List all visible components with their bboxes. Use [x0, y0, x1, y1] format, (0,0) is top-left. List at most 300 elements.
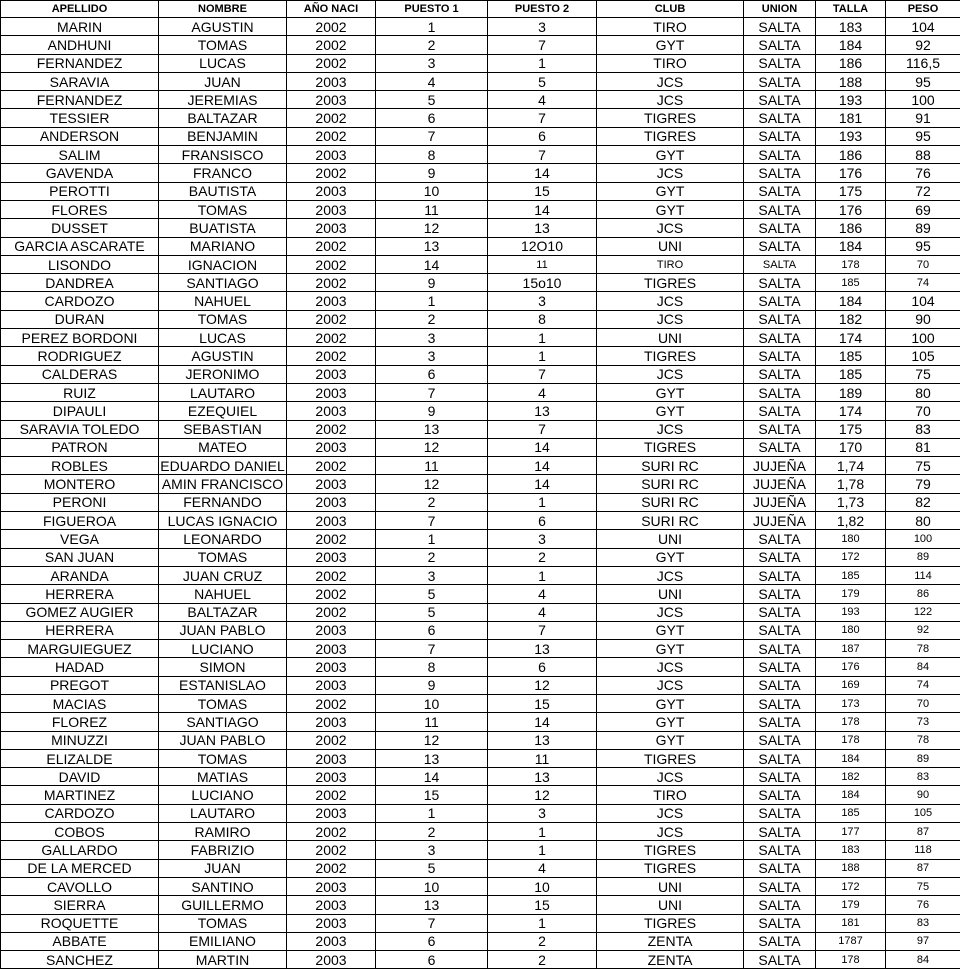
cell-peso: 69 [886, 200, 960, 218]
column-header-puesto-2: PUESTO 2 [488, 1, 597, 18]
cell-nombre: SANTINO [159, 877, 287, 895]
cell-puesto-2: 13 [488, 731, 597, 749]
cell-union: SALTA [744, 438, 816, 456]
cell-ano-naci: 2003 [287, 493, 376, 511]
cell-union: SALTA [744, 18, 816, 36]
cell-nombre: FABRIZIO [159, 841, 287, 859]
table-row [1, 475, 960, 493]
cell-puesto-1: 12 [376, 731, 488, 749]
cell-nombre: LEONARDO [159, 530, 287, 548]
cell-union: SALTA [744, 694, 816, 712]
cell-ano-naci: 2003 [287, 548, 376, 566]
cell-puesto-2: 6 [488, 658, 597, 676]
cell-apellido: GALLARDO [1, 841, 159, 859]
cell-nombre: JEREMIAS [159, 91, 287, 109]
cell-peso: 92 [886, 621, 960, 639]
cell-club: JCS [597, 658, 744, 676]
cell-puesto-1: 8 [376, 658, 488, 676]
cell-union: SALTA [744, 658, 816, 676]
cell-puesto-1: 2 [376, 548, 488, 566]
cell-ano-naci: 2003 [287, 804, 376, 822]
cell-puesto-2: 13 [488, 219, 597, 237]
cell-union: SALTA [744, 823, 816, 841]
cell-ano-naci: 2002 [287, 36, 376, 54]
table-row [1, 768, 960, 786]
cell-nombre: BAUTISTA [159, 182, 287, 200]
cell-club: SURI RC [597, 493, 744, 511]
cell-puesto-2: 2 [488, 932, 597, 950]
column-header-puesto-1: PUESTO 1 [376, 1, 488, 18]
cell-nombre: RAMIRO [159, 823, 287, 841]
cell-peso: 122 [886, 603, 960, 621]
cell-talla: 185 [816, 347, 886, 365]
cell-peso: 80 [886, 512, 960, 530]
cell-club: TIGRES [597, 274, 744, 292]
cell-peso: 70 [886, 255, 960, 273]
cell-talla: 1,73 [816, 493, 886, 511]
cell-puesto-1: 2 [376, 310, 488, 328]
cell-puesto-1: 13 [376, 237, 488, 255]
table-row [1, 823, 960, 841]
cell-puesto-2: 3 [488, 292, 597, 310]
cell-club: GYT [597, 200, 744, 218]
cell-peso: 105 [886, 804, 960, 822]
cell-apellido: MACIAS [1, 694, 159, 712]
cell-club: SURI RC [597, 475, 744, 493]
cell-peso: 91 [886, 109, 960, 127]
cell-talla: 170 [816, 438, 886, 456]
cell-club: UNI [597, 585, 744, 603]
cell-talla: 172 [816, 548, 886, 566]
cell-union: JUJEÑA [744, 493, 816, 511]
cell-puesto-2: 10 [488, 877, 597, 895]
cell-union: SALTA [744, 164, 816, 182]
cell-ano-naci: 2003 [287, 658, 376, 676]
cell-apellido: FIGUEROA [1, 512, 159, 530]
table-row [1, 731, 960, 749]
cell-puesto-2: 7 [488, 420, 597, 438]
cell-talla: 185 [816, 274, 886, 292]
cell-ano-naci: 2002 [287, 127, 376, 145]
table-row [1, 438, 960, 456]
cell-peso: 97 [886, 932, 960, 950]
cell-nombre: GUILLERMO [159, 896, 287, 914]
cell-talla: 180 [816, 621, 886, 639]
table-row [1, 640, 960, 658]
cell-union: SALTA [744, 127, 816, 145]
cell-talla: 184 [816, 237, 886, 255]
cell-ano-naci: 2002 [287, 329, 376, 347]
table-row [1, 109, 960, 127]
cell-ano-naci: 2003 [287, 200, 376, 218]
cell-club: GYT [597, 694, 744, 712]
cell-club: TIRO [597, 786, 744, 804]
cell-union: SALTA [744, 896, 816, 914]
cell-peso: 104 [886, 18, 960, 36]
cell-puesto-1: 9 [376, 402, 488, 420]
cell-talla: 174 [816, 402, 886, 420]
cell-apellido: ANDHUNI [1, 36, 159, 54]
cell-ano-naci: 2003 [287, 365, 376, 383]
cell-apellido: FERNANDEZ [1, 91, 159, 109]
cell-apellido: PEREZ BORDONI [1, 329, 159, 347]
table-row [1, 310, 960, 328]
cell-puesto-1: 5 [376, 603, 488, 621]
cell-union: SALTA [744, 786, 816, 804]
cell-nombre: TOMAS [159, 548, 287, 566]
table-row [1, 36, 960, 54]
cell-apellido: CARDOZO [1, 292, 159, 310]
cell-apellido: DIPAULI [1, 402, 159, 420]
cell-apellido: VEGA [1, 530, 159, 548]
cell-puesto-1: 9 [376, 274, 488, 292]
cell-puesto-1: 8 [376, 146, 488, 164]
cell-club: GYT [597, 36, 744, 54]
cell-union: SALTA [744, 347, 816, 365]
cell-nombre: LUCAS IGNACIO [159, 512, 287, 530]
cell-club: SURI RC [597, 457, 744, 475]
cell-talla: 182 [816, 768, 886, 786]
cell-talla: 185 [816, 804, 886, 822]
cell-ano-naci: 2003 [287, 621, 376, 639]
cell-puesto-2: 13 [488, 640, 597, 658]
cell-nombre: TOMAS [159, 36, 287, 54]
cell-ano-naci: 2002 [287, 310, 376, 328]
cell-apellido: DE LA MERCED [1, 859, 159, 877]
cell-talla: 181 [816, 109, 886, 127]
cell-puesto-1: 6 [376, 932, 488, 950]
cell-puesto-1: 2 [376, 493, 488, 511]
column-header-peso: PESO [886, 1, 960, 18]
header-row [1, 1, 960, 18]
cell-club: ZENTA [597, 951, 744, 969]
cell-nombre: AGUSTIN [159, 347, 287, 365]
cell-talla: 184 [816, 786, 886, 804]
cell-puesto-1: 1 [376, 18, 488, 36]
cell-apellido: MARIN [1, 18, 159, 36]
cell-nombre: TOMAS [159, 310, 287, 328]
cell-puesto-2: 1 [488, 914, 597, 932]
cell-puesto-1: 12 [376, 475, 488, 493]
table-row [1, 493, 960, 511]
cell-ano-naci: 2003 [287, 91, 376, 109]
table-row [1, 420, 960, 438]
cell-ano-naci: 2002 [287, 859, 376, 877]
cell-club: UNI [597, 877, 744, 895]
cell-peso: 86 [886, 585, 960, 603]
cell-union: SALTA [744, 859, 816, 877]
cell-club: SURI RC [597, 512, 744, 530]
cell-apellido: HADAD [1, 658, 159, 676]
cell-puesto-2: 4 [488, 91, 597, 109]
cell-puesto-1: 11 [376, 200, 488, 218]
cell-union: SALTA [744, 219, 816, 237]
cell-puesto-2: 1 [488, 823, 597, 841]
cell-union: SALTA [744, 713, 816, 731]
cell-ano-naci: 2003 [287, 676, 376, 694]
cell-union: SALTA [744, 877, 816, 895]
cell-puesto-2: 7 [488, 36, 597, 54]
cell-apellido: ARANDA [1, 566, 159, 584]
cell-puesto-1: 6 [376, 109, 488, 127]
cell-talla: 193 [816, 91, 886, 109]
cell-puesto-2: 2 [488, 951, 597, 969]
cell-union: SALTA [744, 274, 816, 292]
cell-union: SALTA [744, 768, 816, 786]
cell-puesto-2: 12 [488, 786, 597, 804]
cell-puesto-2: 7 [488, 621, 597, 639]
cell-ano-naci: 2003 [287, 768, 376, 786]
cell-union: SALTA [744, 640, 816, 658]
cell-talla: 184 [816, 749, 886, 767]
cell-apellido: PREGOT [1, 676, 159, 694]
cell-puesto-2: 4 [488, 859, 597, 877]
cell-ano-naci: 2003 [287, 219, 376, 237]
cell-puesto-2: 12O10 [488, 237, 597, 255]
cell-club: TIRO [597, 18, 744, 36]
cell-peso: 70 [886, 402, 960, 420]
cell-nombre: LAUTARO [159, 383, 287, 401]
cell-puesto-1: 1 [376, 292, 488, 310]
cell-nombre: LAUTARO [159, 804, 287, 822]
cell-talla: 185 [816, 365, 886, 383]
cell-puesto-2: 12 [488, 676, 597, 694]
cell-union: SALTA [744, 841, 816, 859]
cell-peso: 83 [886, 768, 960, 786]
cell-puesto-2: 15 [488, 694, 597, 712]
table-row [1, 54, 960, 72]
cell-puesto-2: 4 [488, 585, 597, 603]
cell-puesto-2: 14 [488, 164, 597, 182]
cell-club: JCS [597, 768, 744, 786]
column-header-union: UNION [744, 1, 816, 18]
table-row [1, 694, 960, 712]
cell-ano-naci: 2003 [287, 896, 376, 914]
cell-apellido: PERONI [1, 493, 159, 511]
cell-union: SALTA [744, 603, 816, 621]
cell-talla: 177 [816, 823, 886, 841]
cell-union: SALTA [744, 548, 816, 566]
cell-club: JCS [597, 566, 744, 584]
cell-ano-naci: 2002 [287, 420, 376, 438]
cell-club: UNI [597, 237, 744, 255]
cell-puesto-2: 7 [488, 146, 597, 164]
cell-talla: 173 [816, 694, 886, 712]
cell-union: SALTA [744, 402, 816, 420]
cell-ano-naci: 2002 [287, 731, 376, 749]
cell-ano-naci: 2003 [287, 877, 376, 895]
cell-talla: 176 [816, 200, 886, 218]
cell-puesto-1: 3 [376, 329, 488, 347]
table-row [1, 274, 960, 292]
cell-puesto-2: 2 [488, 548, 597, 566]
cell-peso: 81 [886, 438, 960, 456]
cell-talla: 189 [816, 383, 886, 401]
cell-puesto-1: 10 [376, 694, 488, 712]
cell-club: GYT [597, 383, 744, 401]
cell-peso: 100 [886, 91, 960, 109]
cell-talla: 183 [816, 18, 886, 36]
cell-ano-naci: 2003 [287, 383, 376, 401]
table-row [1, 713, 960, 731]
cell-ano-naci: 2002 [287, 786, 376, 804]
cell-ano-naci: 2002 [287, 530, 376, 548]
cell-peso: 83 [886, 420, 960, 438]
cell-club: JCS [597, 219, 744, 237]
cell-apellido: SANCHEZ [1, 951, 159, 969]
cell-talla: 1,74 [816, 457, 886, 475]
cell-union: SALTA [744, 530, 816, 548]
cell-nombre: TOMAS [159, 200, 287, 218]
cell-club: JCS [597, 365, 744, 383]
cell-apellido: DANDREA [1, 274, 159, 292]
cell-puesto-1: 9 [376, 164, 488, 182]
cell-club: GYT [597, 621, 744, 639]
cell-union: SALTA [744, 951, 816, 969]
cell-talla: 181 [816, 914, 886, 932]
cell-puesto-1: 5 [376, 859, 488, 877]
cell-talla: 174 [816, 329, 886, 347]
cell-union: SALTA [744, 54, 816, 72]
cell-puesto-2: 3 [488, 530, 597, 548]
cell-puesto-1: 5 [376, 585, 488, 603]
cell-ano-naci: 2002 [287, 18, 376, 36]
cell-peso: 100 [886, 530, 960, 548]
cell-nombre: LUCAS [159, 54, 287, 72]
cell-nombre: BALTAZAR [159, 603, 287, 621]
cell-puesto-2: 3 [488, 18, 597, 36]
cell-nombre: SIMON [159, 658, 287, 676]
table-row [1, 932, 960, 950]
cell-peso: 79 [886, 475, 960, 493]
cell-peso: 116,5 [886, 54, 960, 72]
cell-nombre: MATIAS [159, 768, 287, 786]
cell-ano-naci: 2002 [287, 347, 376, 365]
cell-ano-naci: 2003 [287, 640, 376, 658]
table-row [1, 255, 960, 273]
cell-peso: 82 [886, 493, 960, 511]
cell-talla: 175 [816, 420, 886, 438]
cell-talla: 182 [816, 310, 886, 328]
cell-nombre: ESTANISLAO [159, 676, 287, 694]
cell-ano-naci: 2003 [287, 438, 376, 456]
cell-club: JCS [597, 804, 744, 822]
cell-ano-naci: 2003 [287, 749, 376, 767]
cell-puesto-2: 1 [488, 493, 597, 511]
cell-talla: 1,78 [816, 475, 886, 493]
cell-peso: 75 [886, 365, 960, 383]
cell-union: SALTA [744, 255, 816, 273]
cell-nombre: SANTIAGO [159, 713, 287, 731]
cell-club: JCS [597, 603, 744, 621]
cell-peso: 87 [886, 823, 960, 841]
cell-ano-naci: 2003 [287, 951, 376, 969]
cell-peso: 89 [886, 749, 960, 767]
cell-peso: 105 [886, 347, 960, 365]
cell-union: SALTA [744, 72, 816, 90]
cell-nombre: LUCIANO [159, 640, 287, 658]
cell-ano-naci: 2002 [287, 164, 376, 182]
cell-puesto-2: 13 [488, 768, 597, 786]
cell-union: SALTA [744, 914, 816, 932]
table-row [1, 859, 960, 877]
table-row [1, 603, 960, 621]
cell-apellido: MONTERO [1, 475, 159, 493]
cell-union: JUJEÑA [744, 512, 816, 530]
table-row [1, 18, 960, 36]
cell-apellido: HERRERA [1, 585, 159, 603]
cell-talla: 176 [816, 658, 886, 676]
cell-peso: 87 [886, 859, 960, 877]
cell-union: SALTA [744, 200, 816, 218]
table-body [1, 18, 960, 969]
table-row [1, 530, 960, 548]
cell-union: JUJEÑA [744, 475, 816, 493]
cell-puesto-1: 14 [376, 768, 488, 786]
cell-apellido: MARTINEZ [1, 786, 159, 804]
cell-peso: 75 [886, 457, 960, 475]
cell-peso: 89 [886, 219, 960, 237]
cell-puesto-1: 1 [376, 804, 488, 822]
cell-ano-naci: 2002 [287, 566, 376, 584]
cell-puesto-2: 5 [488, 72, 597, 90]
cell-nombre: JUAN PABLO [159, 731, 287, 749]
cell-talla: 184 [816, 292, 886, 310]
cell-talla: 183 [816, 841, 886, 859]
cell-apellido: CALDERAS [1, 365, 159, 383]
cell-talla: 186 [816, 54, 886, 72]
table-row [1, 804, 960, 822]
cell-talla: 1787 [816, 932, 886, 950]
cell-ano-naci: 2002 [287, 841, 376, 859]
cell-apellido: DUSSET [1, 219, 159, 237]
cell-nombre: FRANCO [159, 164, 287, 182]
table-row [1, 786, 960, 804]
cell-union: SALTA [744, 329, 816, 347]
cell-talla: 193 [816, 127, 886, 145]
cell-puesto-1: 2 [376, 36, 488, 54]
cell-puesto-1: 6 [376, 951, 488, 969]
cell-peso: 88 [886, 146, 960, 164]
cell-club: TIGRES [597, 347, 744, 365]
cell-apellido: GARCIA ASCARATE [1, 237, 159, 255]
table-row [1, 951, 960, 969]
cell-puesto-2: 6 [488, 127, 597, 145]
cell-talla: 188 [816, 72, 886, 90]
cell-ano-naci: 2003 [287, 72, 376, 90]
table-row [1, 292, 960, 310]
cell-apellido: SAN JUAN [1, 548, 159, 566]
cell-puesto-1: 7 [376, 512, 488, 530]
cell-peso: 70 [886, 694, 960, 712]
cell-peso: 84 [886, 658, 960, 676]
cell-nombre: LUCAS [159, 329, 287, 347]
cell-puesto-1: 1 [376, 530, 488, 548]
cell-nombre: IGNACION [159, 255, 287, 273]
cell-club: JCS [597, 823, 744, 841]
cell-ano-naci: 2003 [287, 146, 376, 164]
cell-puesto-2: 1 [488, 347, 597, 365]
cell-club: TIGRES [597, 841, 744, 859]
cell-puesto-2: 15 [488, 182, 597, 200]
cell-ano-naci: 2002 [287, 457, 376, 475]
cell-peso: 75 [886, 877, 960, 895]
cell-nombre: NAHUEL [159, 292, 287, 310]
cell-nombre: MARIANO [159, 237, 287, 255]
cell-club: GYT [597, 713, 744, 731]
cell-ano-naci: 2002 [287, 109, 376, 127]
cell-apellido: RUIZ [1, 383, 159, 401]
